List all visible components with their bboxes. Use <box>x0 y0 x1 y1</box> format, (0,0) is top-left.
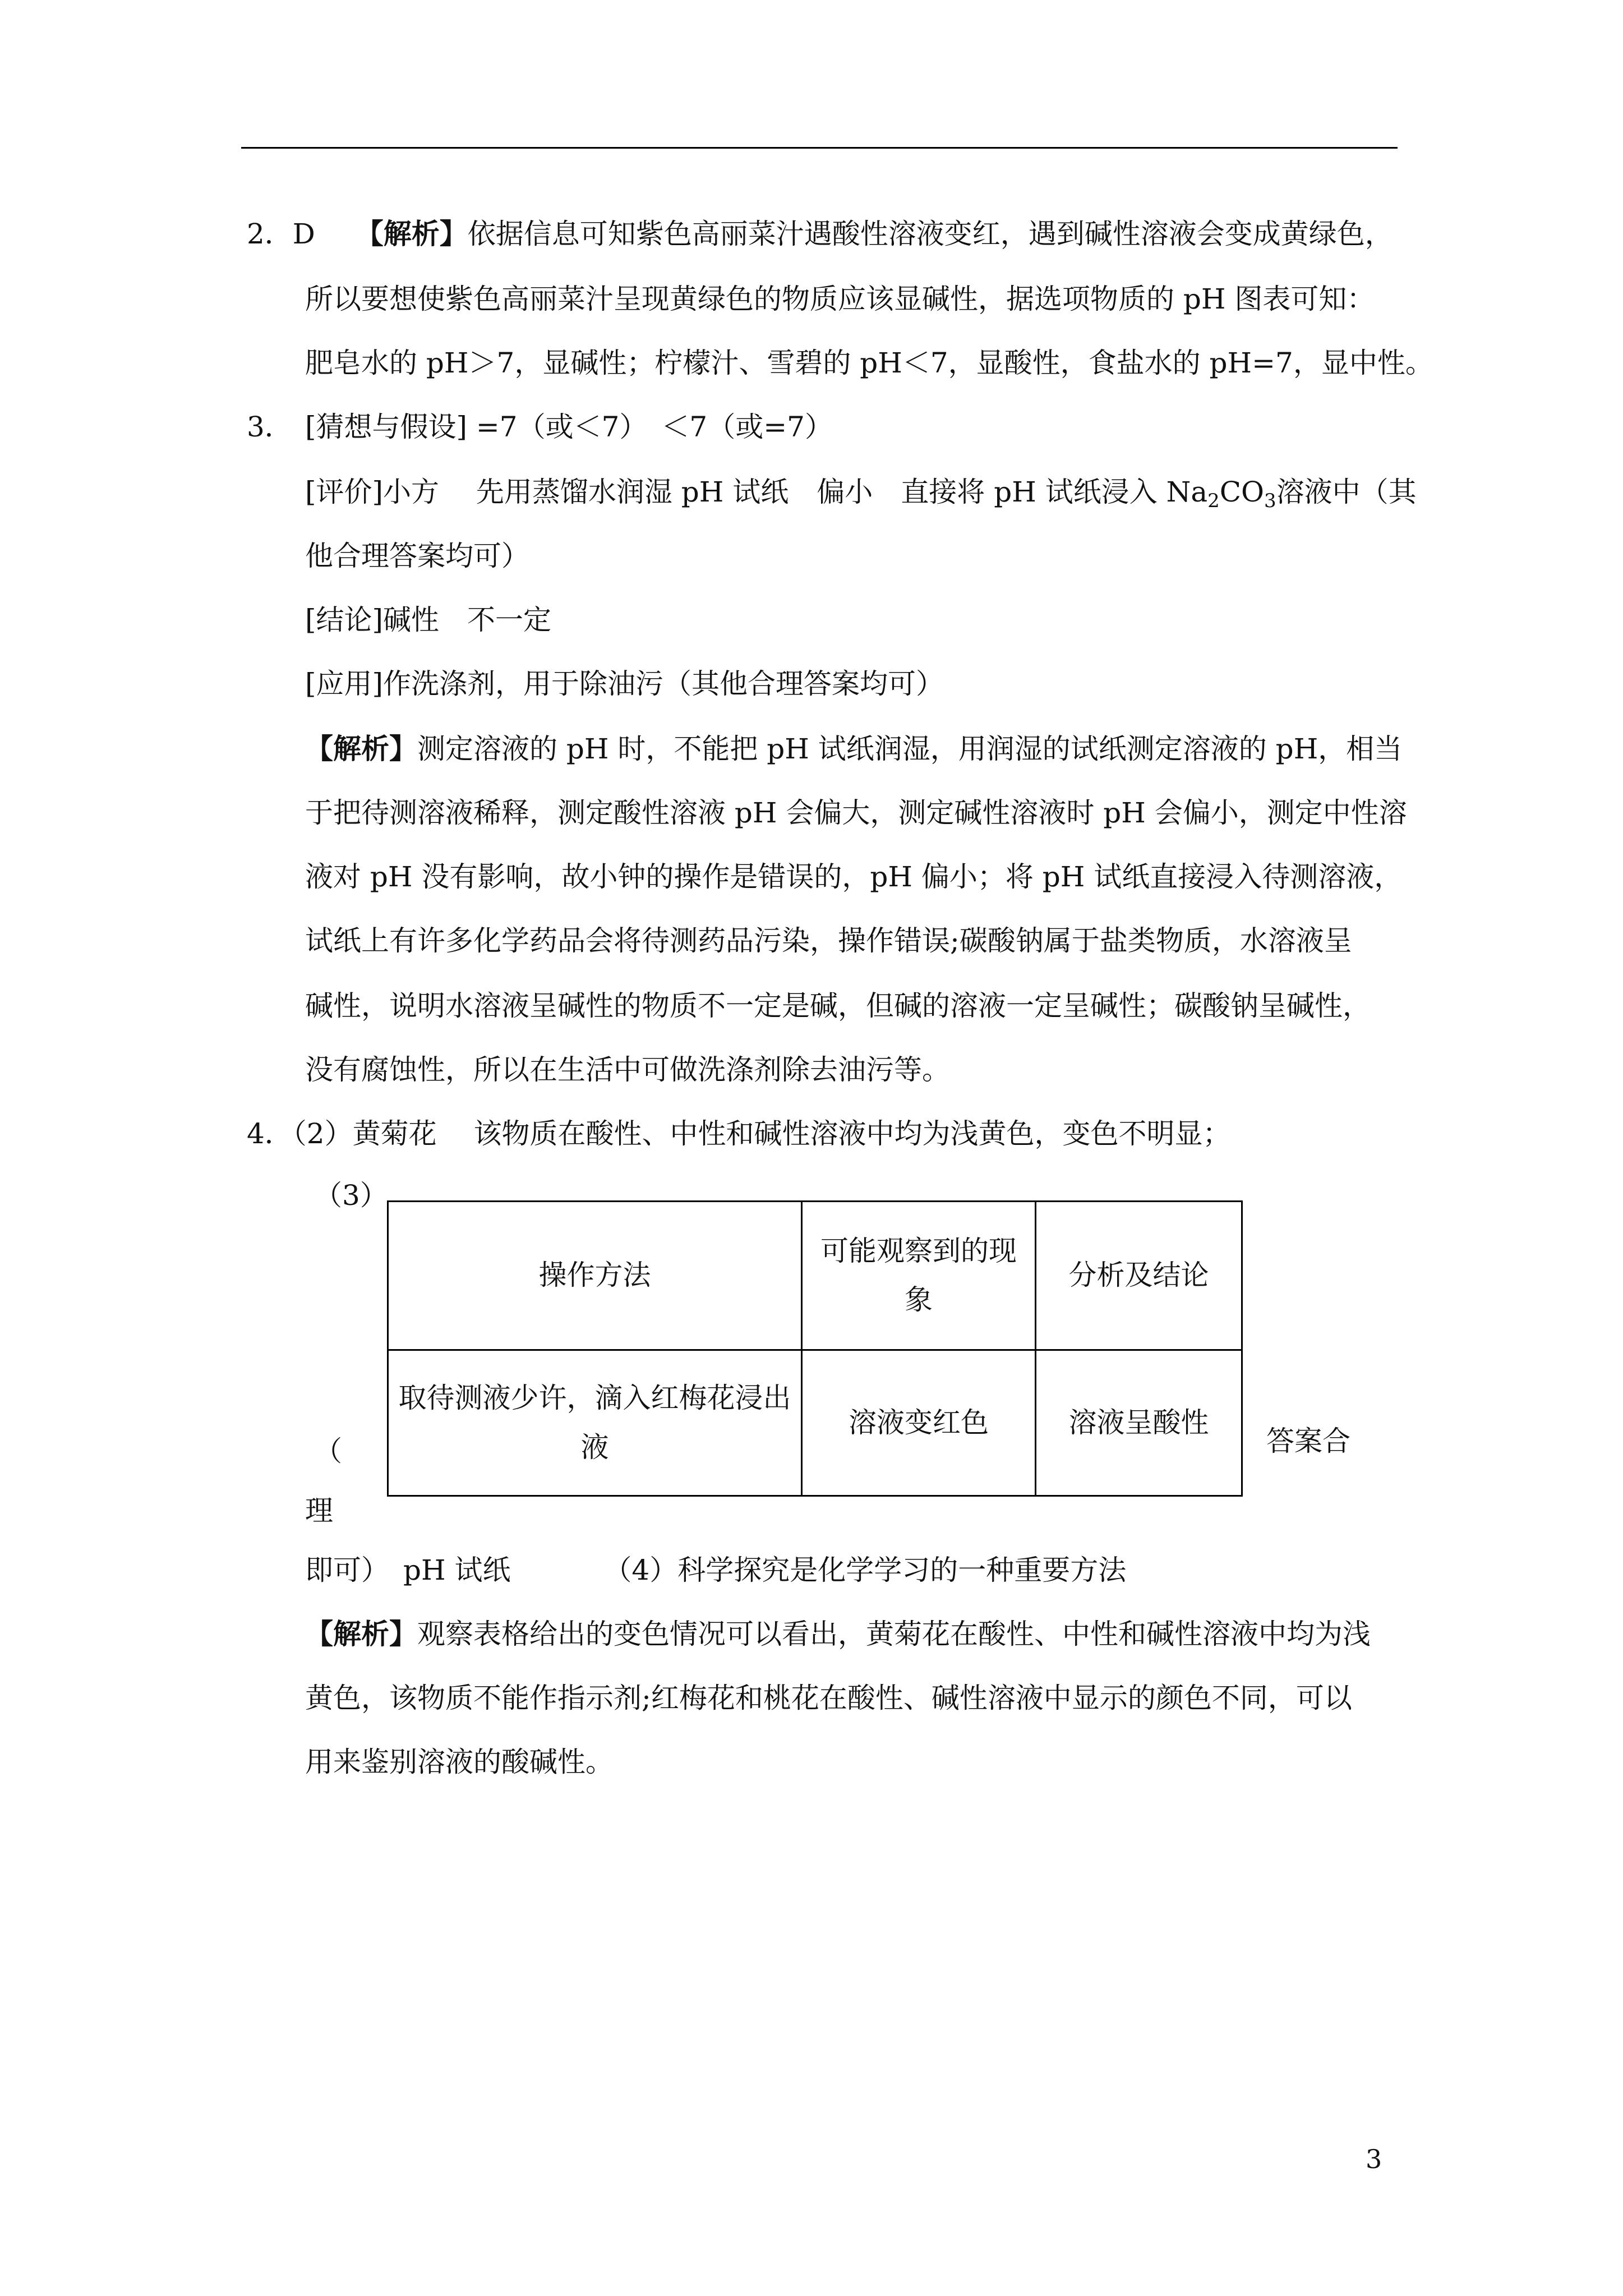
q3-analysis-text: 测定溶液的 pH 时，不能把 pH 试纸润湿，用润湿的试纸测定溶液的 pH，相当 <box>417 733 1403 765</box>
q4-wrap-right: 答案合 <box>1266 1425 1350 1457</box>
q4-line-1: 4．（2）黄菊花 该物质在酸性、中性和碱性溶液中均为浅黄色，变色不明显； <box>247 1117 1231 1150</box>
header-rule <box>241 147 1398 149</box>
q3-analysis-4: 试纸上有许多化学药品会将待测药品污染，操作错误;碳酸钠属于盐类物质，水溶液呈 <box>305 924 1352 957</box>
q3-analysis-3: 液对 pH 没有影响，故小钟的操作是错误的，pH 偏小；将 pH 试纸直接浸入待测溶液， <box>305 861 1403 893</box>
q3-analysis-1 <box>305 732 1403 765</box>
q2-number: 2．D <box>247 218 315 250</box>
q4-analysis-tag: 【解析】 <box>305 1617 417 1650</box>
q2-text: 依据信息可知紫色高丽菜汁遇酸性溶液变红，遇到碱性溶液会变成黄绿色， <box>467 218 1393 250</box>
q3-eval-co: CO <box>1219 476 1265 508</box>
table-header-phenomenon: 可能观察到的现象 <box>820 1234 1017 1316</box>
q4-analysis-3: 用来鉴别溶液的酸碱性。 <box>305 1746 614 1778</box>
q3-evaluation <box>305 476 1417 512</box>
q2-line-1 <box>247 217 1393 250</box>
q4-wrap-li: 理 <box>305 1494 333 1527</box>
q2-analysis-tag: 【解析】 <box>355 217 468 250</box>
page-number: 3 <box>1366 2144 1382 2174</box>
table-cell-conclusion: 溶液呈酸性 <box>1068 1406 1209 1439</box>
q4-analysis-1 <box>305 1617 1371 1650</box>
q4-analysis-2: 黄色，该物质不能作指示剂;红梅花和桃花在酸性、碱性溶液中显示的颜色不同，可以 <box>305 1682 1352 1714</box>
q3-eval-text: [评价]小方 先用蒸馏水润湿 pH 试纸 偏小 直接将 pH 试纸浸入 Na <box>305 476 1208 508</box>
q2-line-2: 所以要想使紫色高丽菜汁呈现黄绿色的物质应该显碱性，据选项物质的 pH 图表可知： <box>305 283 1375 315</box>
q3-eval-line-2: 他合理答案均可） <box>305 540 529 572</box>
subscript-2: 2 <box>1207 490 1220 512</box>
answer-table <box>387 1200 1243 1497</box>
q3-analysis-6: 没有腐蚀性，所以在生活中可做洗涤剂除去油污等。 <box>305 1053 950 1086</box>
q4-after-table: 即可） pH 试纸 （4）科学探究是化学学习的一种重要方法 <box>305 1554 1127 1586</box>
subscript-3: 3 <box>1264 490 1276 512</box>
q4-analysis-text: 观察表格给出的变色情况可以看出，黄菊花在酸性、中性和碱性溶液中均为浅 <box>417 1618 1371 1650</box>
q3-number: 3． <box>247 411 293 443</box>
table-header-conclusion: 分析及结论 <box>1068 1259 1209 1292</box>
table-cell-method: 取待测液少许，滴入红梅花浸出液 <box>398 1382 791 1464</box>
q4-part3-label: （3） <box>314 1179 388 1212</box>
q2-line-3: 肥皂水的 pH＞7，显碱性；柠檬汁、雪碧的 pH＜7，显酸性，食盐水的 pH=7，显中性。 <box>305 347 1433 379</box>
q3-analysis-2: 于把待测溶液稀释，测定酸性溶液 pH 会偏大，测定碱性溶液时 pH 会偏小，测定中性溶 <box>305 797 1407 829</box>
q3-eval-tail: 溶液中（其 <box>1276 476 1417 508</box>
q4-wrap-open: （ <box>314 1435 342 1467</box>
q3-hypothesis: [猜想与假设] =7（或＜7） ＜7（或=7） <box>305 411 833 443</box>
table-header-method: 操作方法 <box>538 1259 651 1292</box>
q3-application: [应用]作洗涤剂，用于除油污（其他合理答案均可） <box>305 668 944 700</box>
q3-conclusion: [结论]碱性 不一定 <box>305 604 552 636</box>
table-cell-phenomenon: 溶液变红色 <box>849 1406 989 1439</box>
q3-analysis-5: 碱性，说明水溶液呈碱性的物质不一定是碱，但碱的溶液一定呈碱性；碳酸钠呈碱性， <box>305 990 1371 1022</box>
q3-analysis-tag: 【解析】 <box>305 732 417 765</box>
